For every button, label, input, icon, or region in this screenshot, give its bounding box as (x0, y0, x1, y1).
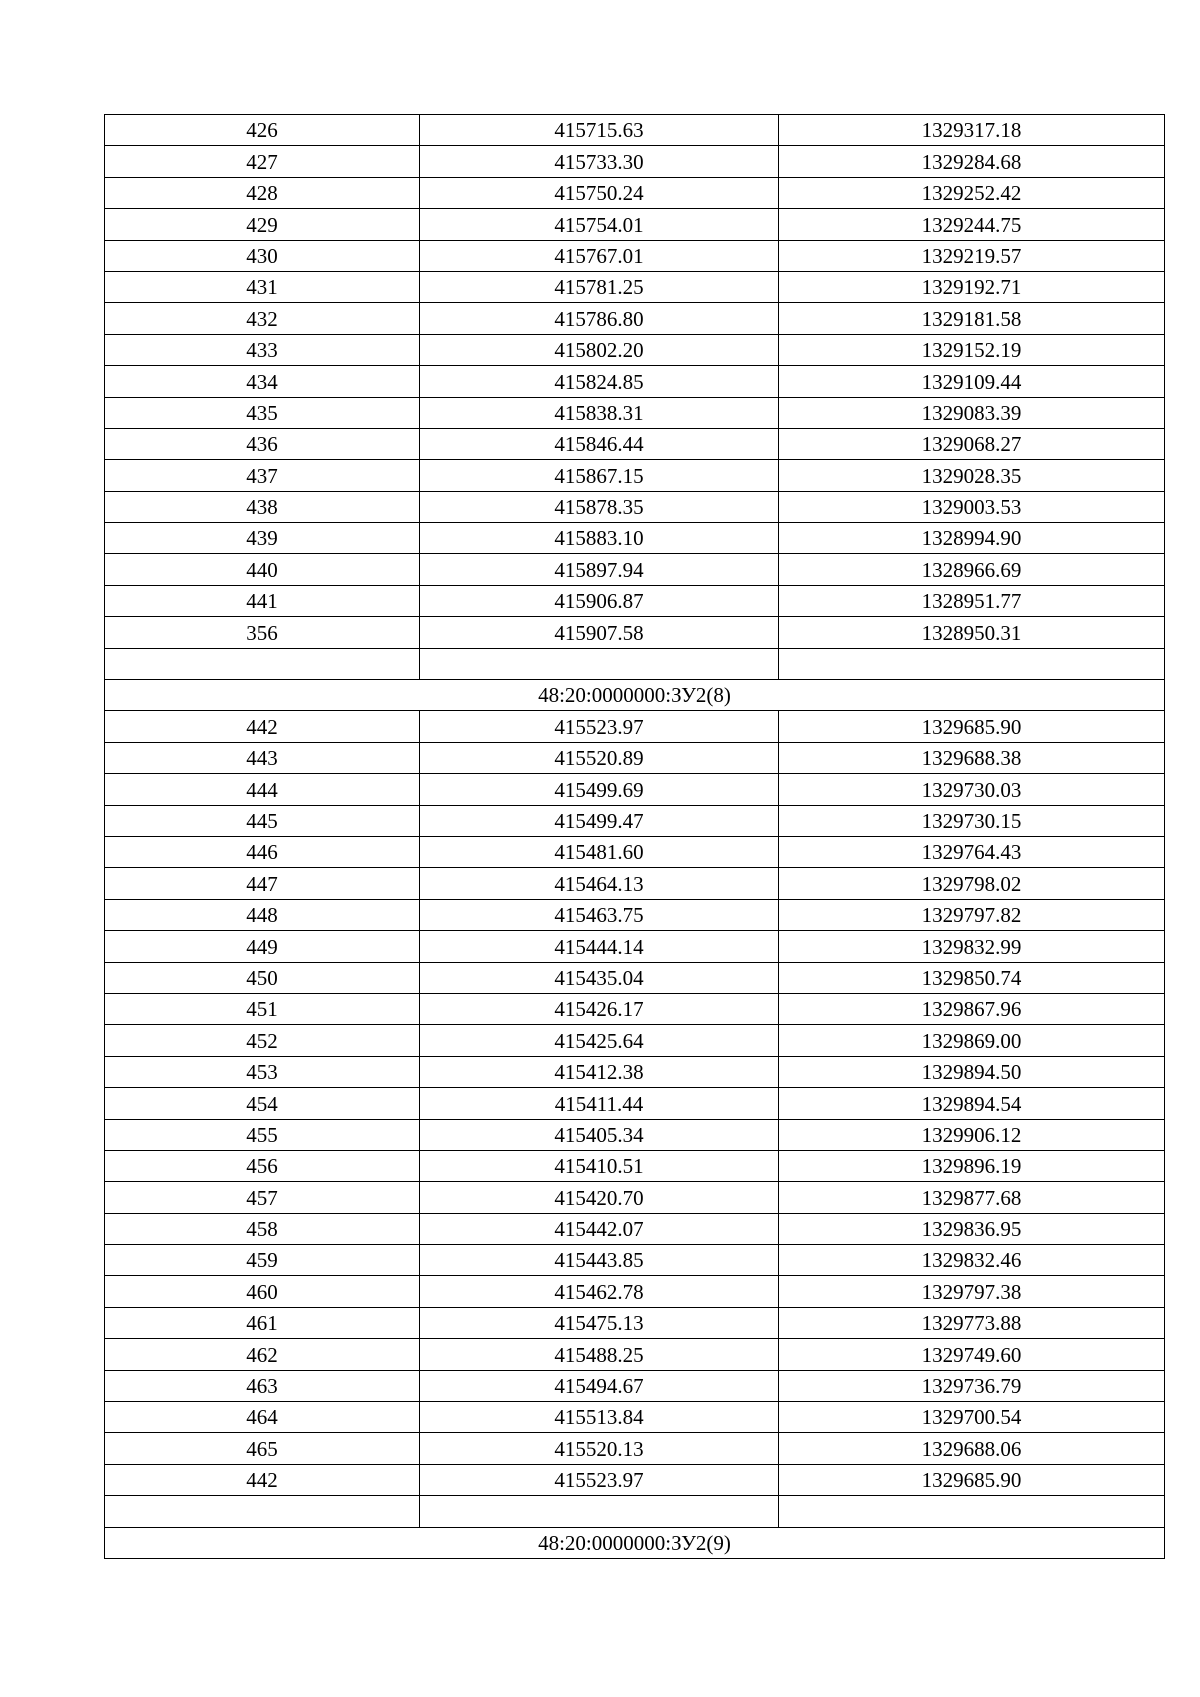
point-number-cell: 462 (105, 1339, 420, 1370)
y-coordinate-cell: 1329192.71 (779, 271, 1165, 302)
y-coordinate-cell: 1329685.90 (779, 1464, 1165, 1495)
point-number-cell: 436 (105, 428, 420, 459)
point-number-cell: 457 (105, 1182, 420, 1213)
table-row (105, 805, 1165, 836)
x-coordinate-cell: 415481.60 (420, 836, 779, 867)
table-row (105, 554, 1165, 585)
point-number-cell: 444 (105, 774, 420, 805)
point-number-cell: 432 (105, 303, 420, 334)
point-number-cell: 449 (105, 931, 420, 962)
table-row (105, 962, 1165, 993)
point-number-cell: 445 (105, 805, 420, 836)
y-coordinate-cell: 1329688.38 (779, 742, 1165, 773)
y-coordinate-cell: 1329252.42 (779, 177, 1165, 208)
x-coordinate-cell: 415897.94 (420, 554, 779, 585)
table-row (105, 523, 1165, 554)
y-coordinate-cell: 1329688.06 (779, 1433, 1165, 1464)
y-coordinate-cell: 1329700.54 (779, 1402, 1165, 1433)
x-coordinate-cell: 415463.75 (420, 899, 779, 930)
x-coordinate-cell: 415488.25 (420, 1339, 779, 1370)
x-coordinate-cell: 415426.17 (420, 993, 779, 1024)
y-coordinate-cell: 1329869.00 (779, 1025, 1165, 1056)
point-number-cell: 443 (105, 742, 420, 773)
table-row (105, 271, 1165, 302)
table-row (105, 585, 1165, 616)
x-coordinate-cell: 415824.85 (420, 366, 779, 397)
y-coordinate-cell: 1328994.90 (779, 523, 1165, 554)
y-coordinate-cell: 1328966.69 (779, 554, 1165, 585)
x-coordinate-cell (420, 1496, 779, 1527)
table-row (105, 1088, 1165, 1119)
point-number-cell: 460 (105, 1276, 420, 1307)
x-coordinate-cell: 415715.63 (420, 115, 779, 146)
x-coordinate-cell: 415443.85 (420, 1245, 779, 1276)
x-coordinate-cell: 415411.44 (420, 1088, 779, 1119)
x-coordinate-cell: 415405.34 (420, 1119, 779, 1150)
point-number-cell: 465 (105, 1433, 420, 1464)
section-header-row (105, 680, 1165, 711)
y-coordinate-cell: 1329083.39 (779, 397, 1165, 428)
point-number-cell: 438 (105, 491, 420, 522)
x-coordinate-cell: 415750.24 (420, 177, 779, 208)
y-coordinate-cell: 1329244.75 (779, 209, 1165, 240)
y-coordinate-cell: 1329003.53 (779, 491, 1165, 522)
table-row (105, 240, 1165, 271)
table-row (105, 146, 1165, 177)
table-row (105, 460, 1165, 491)
point-number-cell: 442 (105, 711, 420, 742)
point-number-cell: 442 (105, 1464, 420, 1495)
y-coordinate-cell: 1329877.68 (779, 1182, 1165, 1213)
table-row (105, 1402, 1165, 1433)
table-row (105, 868, 1165, 899)
x-coordinate-cell: 415420.70 (420, 1182, 779, 1213)
y-coordinate-cell: 1329906.12 (779, 1119, 1165, 1150)
y-coordinate-cell: 1329867.96 (779, 993, 1165, 1024)
x-coordinate-cell: 415444.14 (420, 931, 779, 962)
table-row (105, 1119, 1165, 1150)
coordinates-table-body (105, 115, 1165, 1559)
y-coordinate-cell: 1329219.57 (779, 240, 1165, 271)
table-row (105, 366, 1165, 397)
x-coordinate-cell: 415520.89 (420, 742, 779, 773)
x-coordinate-cell: 415733.30 (420, 146, 779, 177)
x-coordinate-cell: 415494.67 (420, 1370, 779, 1401)
point-number-cell: 439 (105, 523, 420, 554)
empty-row (105, 1496, 1165, 1527)
y-coordinate-cell: 1329850.74 (779, 962, 1165, 993)
y-coordinate-cell: 1329730.03 (779, 774, 1165, 805)
point-number-cell: 356 (105, 617, 420, 648)
y-coordinate-cell: 1328951.77 (779, 585, 1165, 616)
point-number-cell: 429 (105, 209, 420, 240)
y-coordinate-cell: 1329773.88 (779, 1307, 1165, 1338)
point-number-cell: 454 (105, 1088, 420, 1119)
x-coordinate-cell: 415802.20 (420, 334, 779, 365)
point-number-cell: 456 (105, 1150, 420, 1181)
y-coordinate-cell: 1329797.82 (779, 899, 1165, 930)
point-number-cell: 451 (105, 993, 420, 1024)
x-coordinate-cell: 415435.04 (420, 962, 779, 993)
y-coordinate-cell: 1329797.38 (779, 1276, 1165, 1307)
table-row (105, 1213, 1165, 1244)
point-number-cell: 433 (105, 334, 420, 365)
x-coordinate-cell: 415499.47 (420, 805, 779, 836)
y-coordinate-cell: 1329736.79 (779, 1370, 1165, 1401)
table-row (105, 1056, 1165, 1087)
point-number-cell: 458 (105, 1213, 420, 1244)
table-row (105, 1245, 1165, 1276)
point-number-cell: 453 (105, 1056, 420, 1087)
table-row (105, 899, 1165, 930)
table-row (105, 115, 1165, 146)
point-number-cell (105, 648, 420, 679)
point-number-cell: 446 (105, 836, 420, 867)
table-row (105, 397, 1165, 428)
table-row (105, 742, 1165, 773)
x-coordinate-cell (420, 648, 779, 679)
point-number-cell: 431 (105, 271, 420, 302)
point-number-cell: 464 (105, 1402, 420, 1433)
table-row (105, 491, 1165, 522)
table-row (105, 303, 1165, 334)
point-number-cell: 430 (105, 240, 420, 271)
y-coordinate-cell: 1329028.35 (779, 460, 1165, 491)
point-number-cell (105, 1496, 420, 1527)
point-number-cell: 452 (105, 1025, 420, 1056)
y-coordinate-cell: 1329749.60 (779, 1339, 1165, 1370)
y-coordinate-cell: 1329896.19 (779, 1150, 1165, 1181)
x-coordinate-cell: 415878.35 (420, 491, 779, 522)
y-coordinate-cell: 1329317.18 (779, 115, 1165, 146)
section-header-cell: 48:20:0000000:ЗУ2(8) (105, 680, 1165, 711)
point-number-cell: 450 (105, 962, 420, 993)
y-coordinate-cell: 1329685.90 (779, 711, 1165, 742)
x-coordinate-cell: 415883.10 (420, 523, 779, 554)
table-row (105, 1182, 1165, 1213)
table-row (105, 1464, 1165, 1495)
point-number-cell: 463 (105, 1370, 420, 1401)
table-row (105, 617, 1165, 648)
point-number-cell: 461 (105, 1307, 420, 1338)
table-row (105, 1370, 1165, 1401)
x-coordinate-cell: 415781.25 (420, 271, 779, 302)
table-row (105, 1339, 1165, 1370)
y-coordinate-cell: 1329152.19 (779, 334, 1165, 365)
y-coordinate-cell: 1329894.54 (779, 1088, 1165, 1119)
section-header-row (105, 1527, 1165, 1558)
table-row (105, 1307, 1165, 1338)
point-number-cell: 441 (105, 585, 420, 616)
x-coordinate-cell: 415499.69 (420, 774, 779, 805)
y-coordinate-cell: 1329836.95 (779, 1213, 1165, 1244)
table-row (105, 1433, 1165, 1464)
point-number-cell: 427 (105, 146, 420, 177)
point-number-cell: 426 (105, 115, 420, 146)
x-coordinate-cell: 415767.01 (420, 240, 779, 271)
table-row (105, 931, 1165, 962)
point-number-cell: 428 (105, 177, 420, 208)
x-coordinate-cell: 415838.31 (420, 397, 779, 428)
table-row (105, 209, 1165, 240)
x-coordinate-cell: 415412.38 (420, 1056, 779, 1087)
point-number-cell: 459 (105, 1245, 420, 1276)
x-coordinate-cell: 415906.87 (420, 585, 779, 616)
y-coordinate-cell: 1329764.43 (779, 836, 1165, 867)
section-header-cell: 48:20:0000000:ЗУ2(9) (105, 1527, 1165, 1558)
y-coordinate-cell: 1329284.68 (779, 146, 1165, 177)
y-coordinate-cell: 1329894.50 (779, 1056, 1165, 1087)
coordinates-table (104, 114, 1165, 1559)
table-row (105, 774, 1165, 805)
x-coordinate-cell: 415754.01 (420, 209, 779, 240)
y-coordinate-cell (779, 1496, 1165, 1527)
x-coordinate-cell: 415907.58 (420, 617, 779, 648)
table-row (105, 177, 1165, 208)
table-row (105, 428, 1165, 459)
y-coordinate-cell: 1328950.31 (779, 617, 1165, 648)
table-row (105, 836, 1165, 867)
y-coordinate-cell: 1329832.99 (779, 931, 1165, 962)
x-coordinate-cell: 415464.13 (420, 868, 779, 899)
x-coordinate-cell: 415786.80 (420, 303, 779, 334)
empty-row (105, 648, 1165, 679)
x-coordinate-cell: 415442.07 (420, 1213, 779, 1244)
table-row (105, 1025, 1165, 1056)
table-row (105, 1276, 1165, 1307)
y-coordinate-cell: 1329798.02 (779, 868, 1165, 899)
point-number-cell: 434 (105, 366, 420, 397)
table-row (105, 711, 1165, 742)
x-coordinate-cell: 415523.97 (420, 711, 779, 742)
x-coordinate-cell: 415425.64 (420, 1025, 779, 1056)
y-coordinate-cell: 1329068.27 (779, 428, 1165, 459)
point-number-cell: 435 (105, 397, 420, 428)
x-coordinate-cell: 415520.13 (420, 1433, 779, 1464)
point-number-cell: 455 (105, 1119, 420, 1150)
point-number-cell: 447 (105, 868, 420, 899)
x-coordinate-cell: 415513.84 (420, 1402, 779, 1433)
y-coordinate-cell: 1329109.44 (779, 366, 1165, 397)
table-row (105, 993, 1165, 1024)
point-number-cell: 437 (105, 460, 420, 491)
y-coordinate-cell (779, 648, 1165, 679)
y-coordinate-cell: 1329832.46 (779, 1245, 1165, 1276)
x-coordinate-cell: 415462.78 (420, 1276, 779, 1307)
y-coordinate-cell: 1329730.15 (779, 805, 1165, 836)
x-coordinate-cell: 415475.13 (420, 1307, 779, 1338)
x-coordinate-cell: 415867.15 (420, 460, 779, 491)
table-row (105, 1150, 1165, 1181)
point-number-cell: 448 (105, 899, 420, 930)
table-row (105, 334, 1165, 365)
x-coordinate-cell: 415846.44 (420, 428, 779, 459)
x-coordinate-cell: 415410.51 (420, 1150, 779, 1181)
x-coordinate-cell: 415523.97 (420, 1464, 779, 1495)
y-coordinate-cell: 1329181.58 (779, 303, 1165, 334)
point-number-cell: 440 (105, 554, 420, 585)
